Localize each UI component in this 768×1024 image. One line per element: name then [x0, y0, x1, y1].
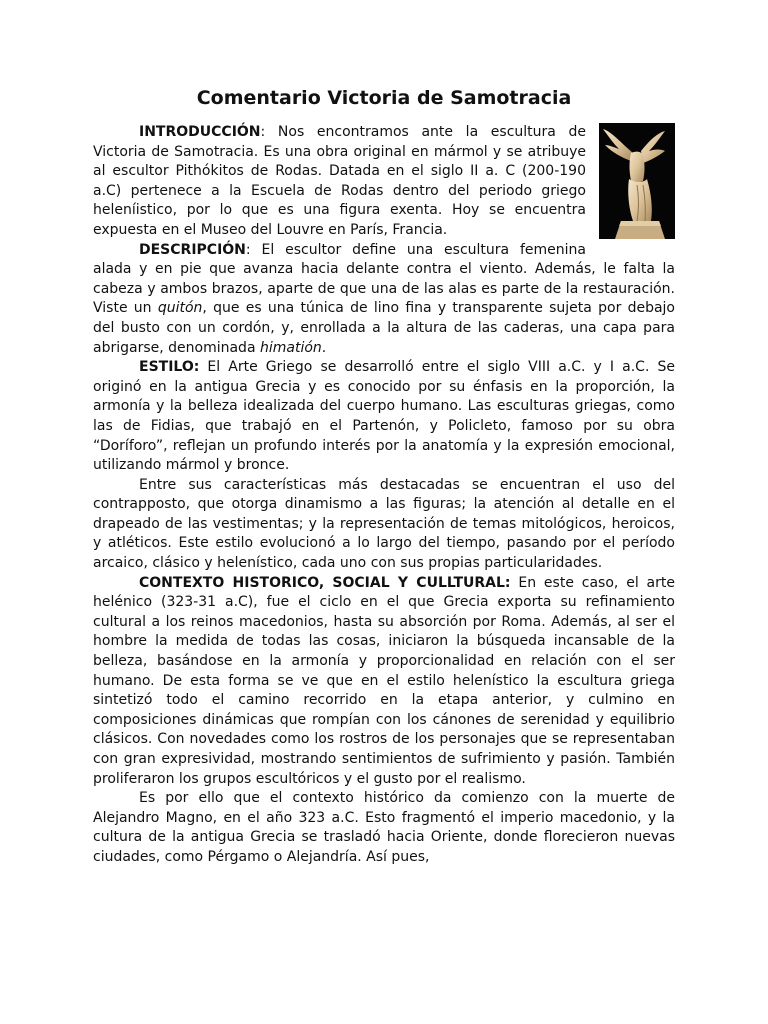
term-himation: himatión [259, 339, 322, 356]
context-paragraph [93, 574, 675, 790]
sculpture-image [599, 123, 675, 239]
description-text-2: , que es una túnica de lino fina y transparente sujeta por debajo del busto con un cordón, y, enrollada a la altura de las caderas, una capa para abrigarse, denominada [93, 300, 676, 356]
term-quiton: quitón [157, 300, 203, 317]
description-text-3: . [321, 339, 327, 356]
final-paragraph: Es por ello que el contexto histórico da comienzo con la muerte de Alejandro Magno, en el año 323 a.C. Esto fragmentó el imperio macedonio, y la cultura de la antigua Grecia se trasladó hacia Oriente, donde florecieron nuevas ciudades, como Pérgamo o Alejandría. Así pues, [93, 790, 675, 865]
description-paragraph [93, 241, 675, 359]
document-body [93, 123, 675, 868]
style-heading: ESTILO: [139, 359, 200, 376]
intro-text: Nos encontramos ante la escultura de Victoria de Samotracia. Es una obra original en mármol y se atribuye al escultor Pithókitos de Rodas. Datada en el siglo II a. C (200-190 a.C) pertenece a la Escuela de Rodas dentro del periodo griego heleníistico, por lo que es una figura exenta. Hoy se encuentra expuesta en el Museo del Louvre en París, Francia. [93, 124, 586, 238]
intro-heading: INTRODUCCIÓN [139, 124, 261, 140]
features-paragraph: Entre sus características más destacadas se encuentran el uso del contrapposto, que otorga dinamismo a las figuras; la atención al detalle en el drapeado de las vestimentas; y la representación de temas mitológicos, heroicos, y atléticos. Este estilo evolucionó a lo largo del tiempo, pasando por el período arcaico, clásico y helenístico, cada uno con sus propias particularidades. [93, 476, 675, 572]
style-text: El Arte Griego se desarrolló entre el siglo VIII a.C. y I a.C. Se originó en la antigua Grecia y es conocido por su énfasis en la proporción, la armonía y la belleza idealizada del cuerpo humano. Las esculturas griegas, como las de Fidias, que trabajó en el Partenón, y Policleto, famoso por su obra “Doríforo”, reflejan un profundo interés por la anatomía y la expresión emocional, utilizando mármol y bronce. [93, 359, 675, 474]
description-text-1: El escultor define una escultura femenina alada y en pie que avanza hacia delante contra el viento. Además, le falta la cabeza y ambos brazos, aparte de que una de las alas es parte de la restauración. Viste un [93, 241, 675, 317]
description-heading: DESCRIPCIÓN [139, 241, 246, 258]
context-heading: CONTEXTO HISTORICO, SOCIAL Y CULLTURAL: [139, 574, 511, 591]
description-separator: : [245, 241, 262, 258]
intro-paragraph [93, 123, 675, 241]
context-text: En este caso, el arte helénico (323-31 a.C), fue el ciclo en el que Grecia exporta su refinamiento cultural a los reinos macedonios, hasta su absorción por Roma. Además, al ser el hombre la medida de todas las cosas, iniciaron la búsqueda incansable de la belleza, basándose en la armonía y proporcionalidad en relación con el ser humano. De esta forma se ve que en el estilo helenístico la escultura griega sintetizó todo el camino recorrido en la etapa anterior, y culmino en composiciones dinámicas que rompían con los cánones de serenidad y equilibrio clásicos. Con novedades como los rostros de los personajes que se representaban con gran expresividad, mostrando sentimientos de sufrimiento y pasión. También proliferaron los grupos escultóricos y el gusto por el realismo. [93, 574, 675, 787]
document-title: Comentario Victoria de Samotracia [196, 87, 572, 109]
style-paragraph [93, 358, 675, 476]
intro-separator: : [260, 124, 278, 140]
